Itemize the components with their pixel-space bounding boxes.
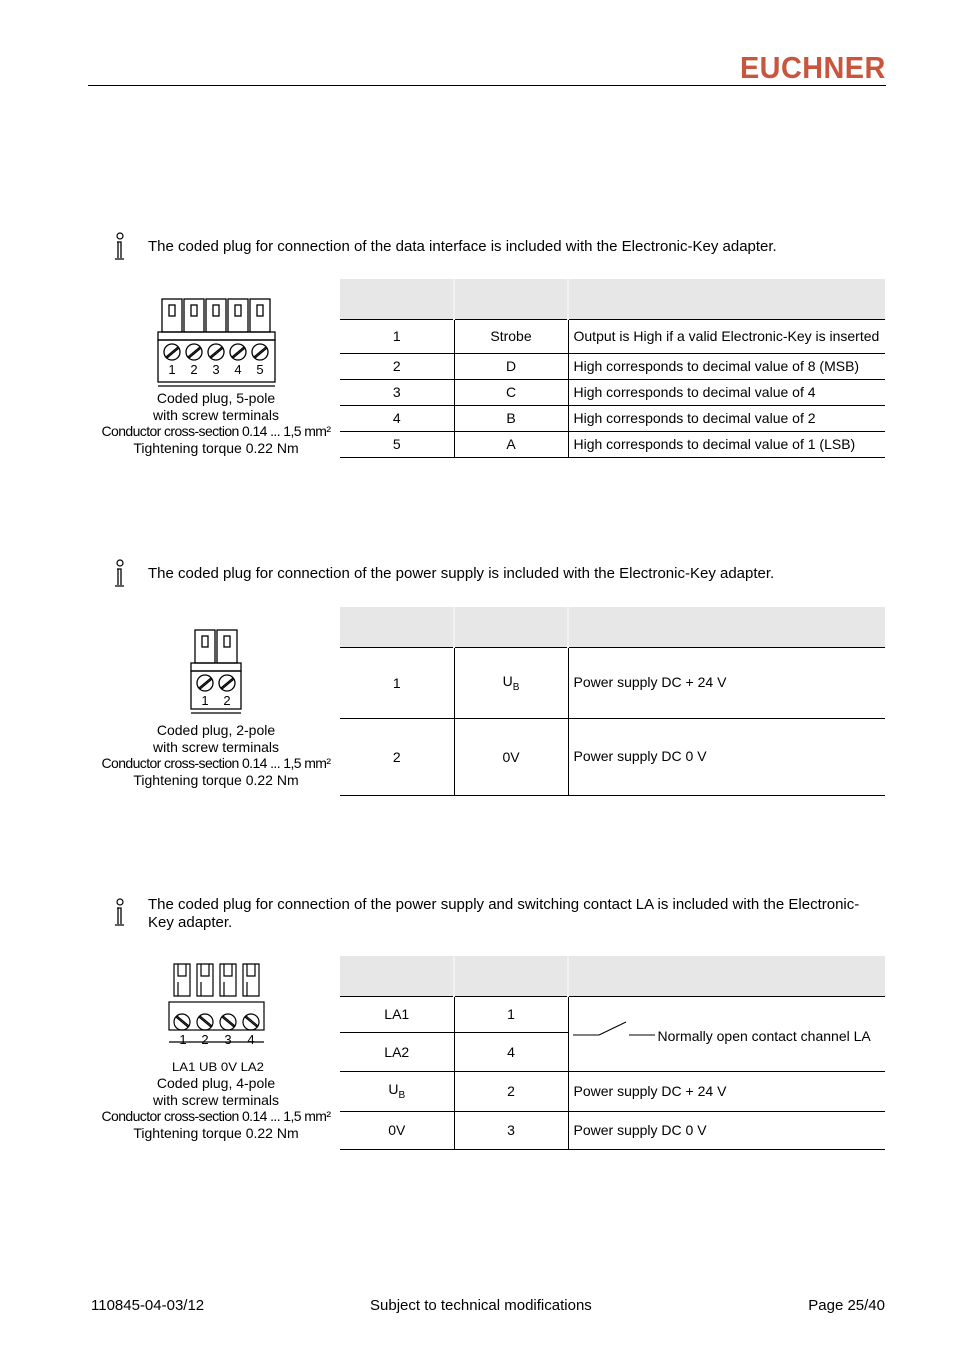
pin-number: 3 xyxy=(212,362,220,377)
table-header-cell xyxy=(568,607,885,647)
description-cell: High corresponds to decimal value of 4 xyxy=(568,379,885,405)
table-header-cell xyxy=(340,279,454,319)
switch-contact-symbol xyxy=(573,1019,657,1039)
page-number: Page 25/40 xyxy=(808,1297,885,1314)
info-note: The coded plug for connection of the power supply and switching contact LA is included with the Electronic-Key adapter. xyxy=(148,896,860,931)
description-text: Normally open contact channel LA xyxy=(657,1027,871,1044)
info-icon xyxy=(113,898,127,928)
table-row xyxy=(340,1071,885,1111)
caption-line: Tightening torque 0.22 Nm xyxy=(133,1124,299,1141)
description-cell: Output is High if a valid Electronic-Key is inserted xyxy=(568,319,885,353)
caption-line: Tightening torque 0.22 Nm xyxy=(133,771,299,788)
pin-cell: 4 xyxy=(454,1032,568,1071)
signal-cell xyxy=(454,647,568,718)
pin-assignment-table xyxy=(340,279,885,458)
euchner-logo: EUCHNER xyxy=(740,50,886,85)
pin-cell: 2 xyxy=(454,1071,568,1111)
description-cell xyxy=(568,996,885,1071)
pin-cell: 1 xyxy=(454,996,568,1032)
signal-cell: LA2 xyxy=(340,1032,454,1071)
signal-cell: C xyxy=(454,379,568,405)
signal-cell xyxy=(340,1071,454,1111)
pin-number: 1 xyxy=(201,693,209,708)
table-header-cell xyxy=(454,279,568,319)
caption-line: Coded plug, 4-pole xyxy=(156,1075,276,1091)
table-header-cell xyxy=(340,956,454,996)
table-header-cell xyxy=(454,607,568,647)
info-icon xyxy=(113,559,127,589)
pin-cell: 2 xyxy=(340,718,454,795)
caption-line: Coded plug, 2-pole xyxy=(156,722,276,738)
table-row xyxy=(340,431,885,457)
table-row xyxy=(340,718,885,795)
description-cell: Power supply DC + 24 V xyxy=(568,1071,885,1111)
signal-cell: A xyxy=(454,431,568,457)
description-cell: High corresponds to decimal value of 8 (MSB) xyxy=(568,353,885,379)
pin-cell: 5 xyxy=(340,431,454,457)
table-row xyxy=(340,319,885,353)
description-cell: Power supply DC 0 V xyxy=(568,718,885,795)
footer-notice: Subject to technical modifications xyxy=(370,1297,592,1314)
pin-number: 1 xyxy=(168,362,176,377)
signal-cell: LA1 xyxy=(340,996,454,1032)
pin-cell: 4 xyxy=(340,405,454,431)
signal-cell: B xyxy=(454,405,568,431)
coded-plug-2-pole-icon xyxy=(186,627,248,722)
caption-line: Conductor cross-section 0.14 ... 1,5 mm² xyxy=(101,1108,331,1124)
description-cell: High corresponds to decimal value of 2 xyxy=(568,405,885,431)
pin-cell: 2 xyxy=(340,353,454,379)
pin-number: 2 xyxy=(201,1032,209,1047)
signal-text: U xyxy=(388,1081,399,1098)
signal-cell: Strobe xyxy=(454,319,568,353)
description-cell: Power supply DC 0 V xyxy=(568,1111,885,1149)
pin-cell: 3 xyxy=(454,1111,568,1149)
plug-caption xyxy=(100,1075,332,1141)
table-header-cell xyxy=(454,956,568,996)
pin-number: 5 xyxy=(256,362,264,377)
table-header-cell xyxy=(568,956,885,996)
signal-cell: D xyxy=(454,353,568,379)
signal-text: U xyxy=(502,672,513,689)
caption-line: Conductor cross-section 0.14 ... 1,5 mm² xyxy=(101,423,331,439)
info-note: The coded plug for connection of the data interface is included with the Electronic-Key adapter. xyxy=(148,238,777,255)
signal-subscript: B xyxy=(512,681,520,693)
pin-cell: 1 xyxy=(340,647,454,718)
table-row xyxy=(340,379,885,405)
caption-line: Conductor cross-section 0.14 ... 1,5 mm² xyxy=(101,755,331,771)
description-cell: Power supply DC + 24 V xyxy=(568,647,885,718)
pin-number: 3 xyxy=(224,1032,232,1047)
document-number: 110845-04-03/12 xyxy=(91,1297,205,1314)
caption-line: Coded plug, 5-pole xyxy=(156,390,276,406)
pin-cell: 3 xyxy=(340,379,454,405)
pin-number: 2 xyxy=(190,362,198,377)
pin-number: 4 xyxy=(234,362,242,377)
description-cell: High corresponds to decimal value of 1 (LSB) xyxy=(568,431,885,457)
table-header-cell xyxy=(568,279,885,319)
plug-caption xyxy=(100,390,332,456)
caption-line: with screw terminals xyxy=(152,738,280,755)
pin-cell: 1 xyxy=(340,319,454,353)
table-row xyxy=(340,1111,885,1149)
table-row xyxy=(340,647,885,718)
caption-line: with screw terminals xyxy=(152,406,280,423)
table-row xyxy=(340,353,885,379)
pin-number: 2 xyxy=(223,693,231,708)
table-row xyxy=(340,996,885,1032)
pin-number: 4 xyxy=(247,1032,255,1047)
table-row xyxy=(340,405,885,431)
signal-cell: 0V xyxy=(454,718,568,795)
info-icon xyxy=(113,232,127,262)
header-divider xyxy=(88,85,886,86)
plug-caption xyxy=(100,722,332,788)
coded-plug-4-pole-icon xyxy=(163,962,271,1074)
terminal-labels: LA1 UB 0V LA2 xyxy=(172,1060,265,1074)
caption-line: Tightening torque 0.22 Nm xyxy=(133,439,299,456)
table-header-cell xyxy=(340,607,454,647)
info-note: The coded plug for connection of the power supply is included with the Electronic-Key adapter. xyxy=(148,565,775,582)
signal-cell: 0V xyxy=(340,1111,454,1149)
pin-assignment-table xyxy=(340,956,885,1150)
pin-assignment-table xyxy=(340,607,885,796)
caption-line: with screw terminals xyxy=(152,1091,280,1108)
signal-subscript: B xyxy=(398,1089,406,1101)
coded-plug-5-pole-icon xyxy=(150,296,284,390)
pin-number: 1 xyxy=(179,1032,187,1047)
